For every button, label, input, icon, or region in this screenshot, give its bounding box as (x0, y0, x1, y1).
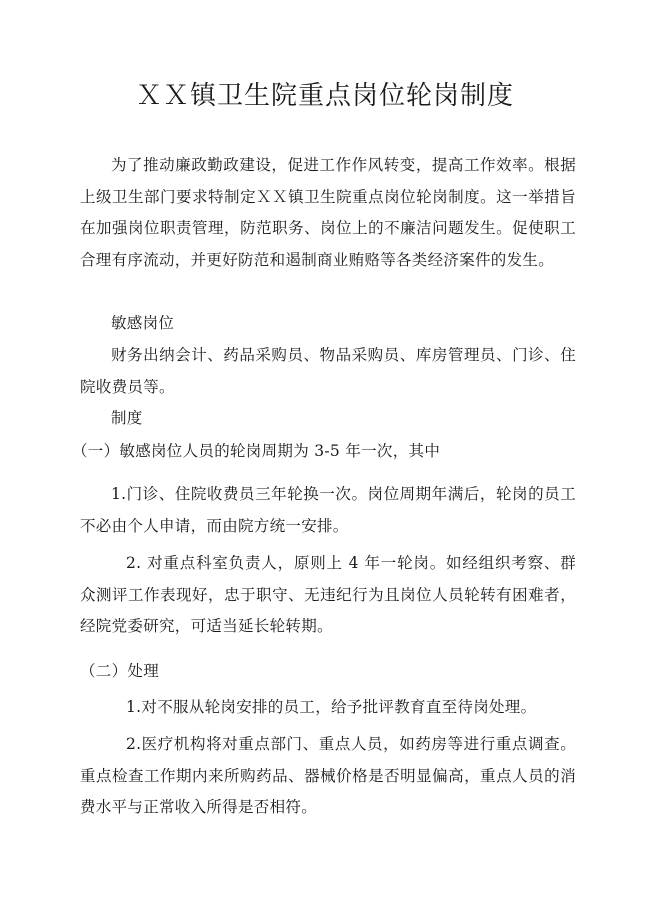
section-2-item-1: 1.对不服从轮岗安排的员工，给予批评教育直至待岗处理。 (126, 698, 537, 716)
page-title: ＸＸ镇卫生院重点岗位轮岗制度 (135, 81, 514, 111)
sensitive-posts-list: 财务出纳会计、药品采购员、物品采购员、库房管理员、门诊、住院收费员等。 (80, 346, 576, 396)
section-1-heading: （一）敏感岗位人员的轮岗周期为 3-5 年一次，其中 (72, 442, 441, 460)
section-1-item-1: 1.门诊、住院收费员三年轮换一次。岗位周期年满后，轮岗的员工不必由个人申请，而由院方统一安排。 (80, 485, 576, 535)
intro-paragraph: 为了推动廉政勤政建设，促进工作作风转变，提高工作效率。根据上级卫生部门要求特制定ＸＸ镇卫生院重点岗位轮岗制度。这一举措旨在加强岗位职责管理，防范职务、岗位上的不廉洁问题发生。促使职工合理有序流动，并更好防范和遏制商业贿赂等各类经济案件的发生。 (80, 156, 576, 269)
system-heading: 制度 (111, 409, 143, 427)
sensitive-posts-heading: 敏感岗位 (111, 314, 175, 332)
section-2-heading: （二）处理 (80, 662, 160, 680)
section-2-item-2: 2.医疗机构将对重点部门、重点人员，如药房等进行重点调查。重点检查工作期内来所购药品、器械价格是否明显偏高，重点人员的消费水平与正常收入所得是否相符。 (80, 735, 576, 816)
section-1-item-2: 2. 对重点科室负责人，原则上 4 年一轮岗。如经组织考察、群众测评工作表现好，忠于职守、无违纪行为且岗位人员轮转有困难者，经院党委研究，可适当延长轮转期。 (80, 554, 576, 635)
